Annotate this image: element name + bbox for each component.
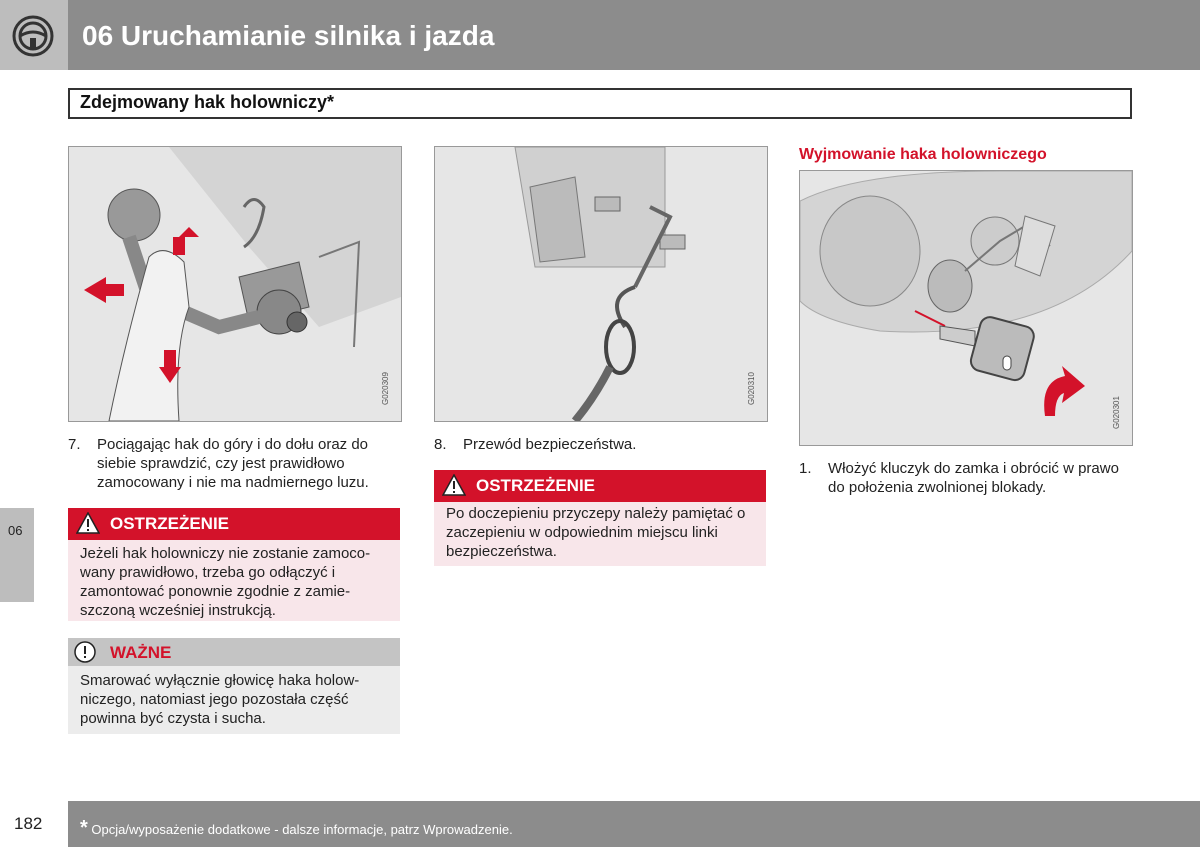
step-number: 1. <box>799 460 812 477</box>
footer-star: * <box>80 817 88 839</box>
footer-note <box>80 817 513 840</box>
page-number: 182 <box>14 814 43 833</box>
warning-triangle-icon <box>442 474 466 496</box>
warning-title: OSTRZEŻENIE <box>476 476 596 495</box>
step-text: Włożyć kluczyk do zamka i obrócić w prawo do położenia zwolnionej blokady. <box>828 460 1119 496</box>
figure-key-unlock <box>799 170 1133 446</box>
tow-hook-illustration <box>69 147 401 421</box>
key-unlock-illustration <box>800 171 1132 445</box>
section-title: Zdejmowany hak holowniczy* <box>80 92 335 112</box>
figure-safety-cable <box>434 146 768 422</box>
warning-header <box>434 470 766 502</box>
figure-code: G020301 <box>1112 396 1121 429</box>
step-7 <box>68 435 400 495</box>
safety-cable-illustration <box>435 147 767 421</box>
chapter-title: 06 Uruchamianie silnika i jazda <box>82 20 495 51</box>
chapter-side-tab-label: 06 <box>8 523 23 538</box>
steering-wheel-icon <box>11 14 55 58</box>
subheading-removal: Wyjmowanie haka holowniczego <box>799 146 1047 163</box>
step-text: Przewód bezpieczeństwa. <box>463 436 637 453</box>
warning-body <box>68 540 400 621</box>
figure-code: G020310 <box>747 372 756 405</box>
step-text: Pociągając hak do góry i do dołu oraz do siebie sprawdzić, czy jest prawidłowo zamocowany i nie ma nadmiernego luzu. <box>97 436 369 491</box>
important-exclamation-icon <box>74 641 96 663</box>
footer-note-text: Opcja/wyposażenie dodatkowe - dalsze informacje, patrz Wprowadzenie. <box>91 822 513 837</box>
important-title: WAŻNE <box>110 643 172 662</box>
figure-tow-hook-check <box>68 146 402 422</box>
important-header <box>68 638 400 666</box>
step-number: 8. <box>434 436 447 453</box>
warning-title: OSTRZEŻENIE <box>110 514 230 533</box>
warning-header <box>68 508 400 540</box>
step-number: 7. <box>68 436 81 453</box>
figure-code: G020309 <box>381 372 390 405</box>
important-text: Smarować wyłącznie głowicę haka holow-niczego, natomiast jego pozostała część powinna być czysta i sucha. <box>80 672 360 727</box>
warning-triangle-icon <box>76 512 100 534</box>
warning-text: Po doczepieniu przyczepy należy pamiętać o zaczepieniu w odpowiednim miejscu linki bezpieczeństwa. <box>446 505 746 560</box>
warning-text: Jeżeli hak holowniczy nie zostanie zamoco-wany prawidłowo, trzeba go odłączyć i zamontować ponownie zgodnie z zamie-szczoną wcześniej instrukcją. <box>80 545 371 619</box>
warning-body <box>434 502 766 566</box>
important-body <box>68 666 400 734</box>
step-1 <box>799 459 1131 499</box>
step-8 <box>434 435 766 455</box>
